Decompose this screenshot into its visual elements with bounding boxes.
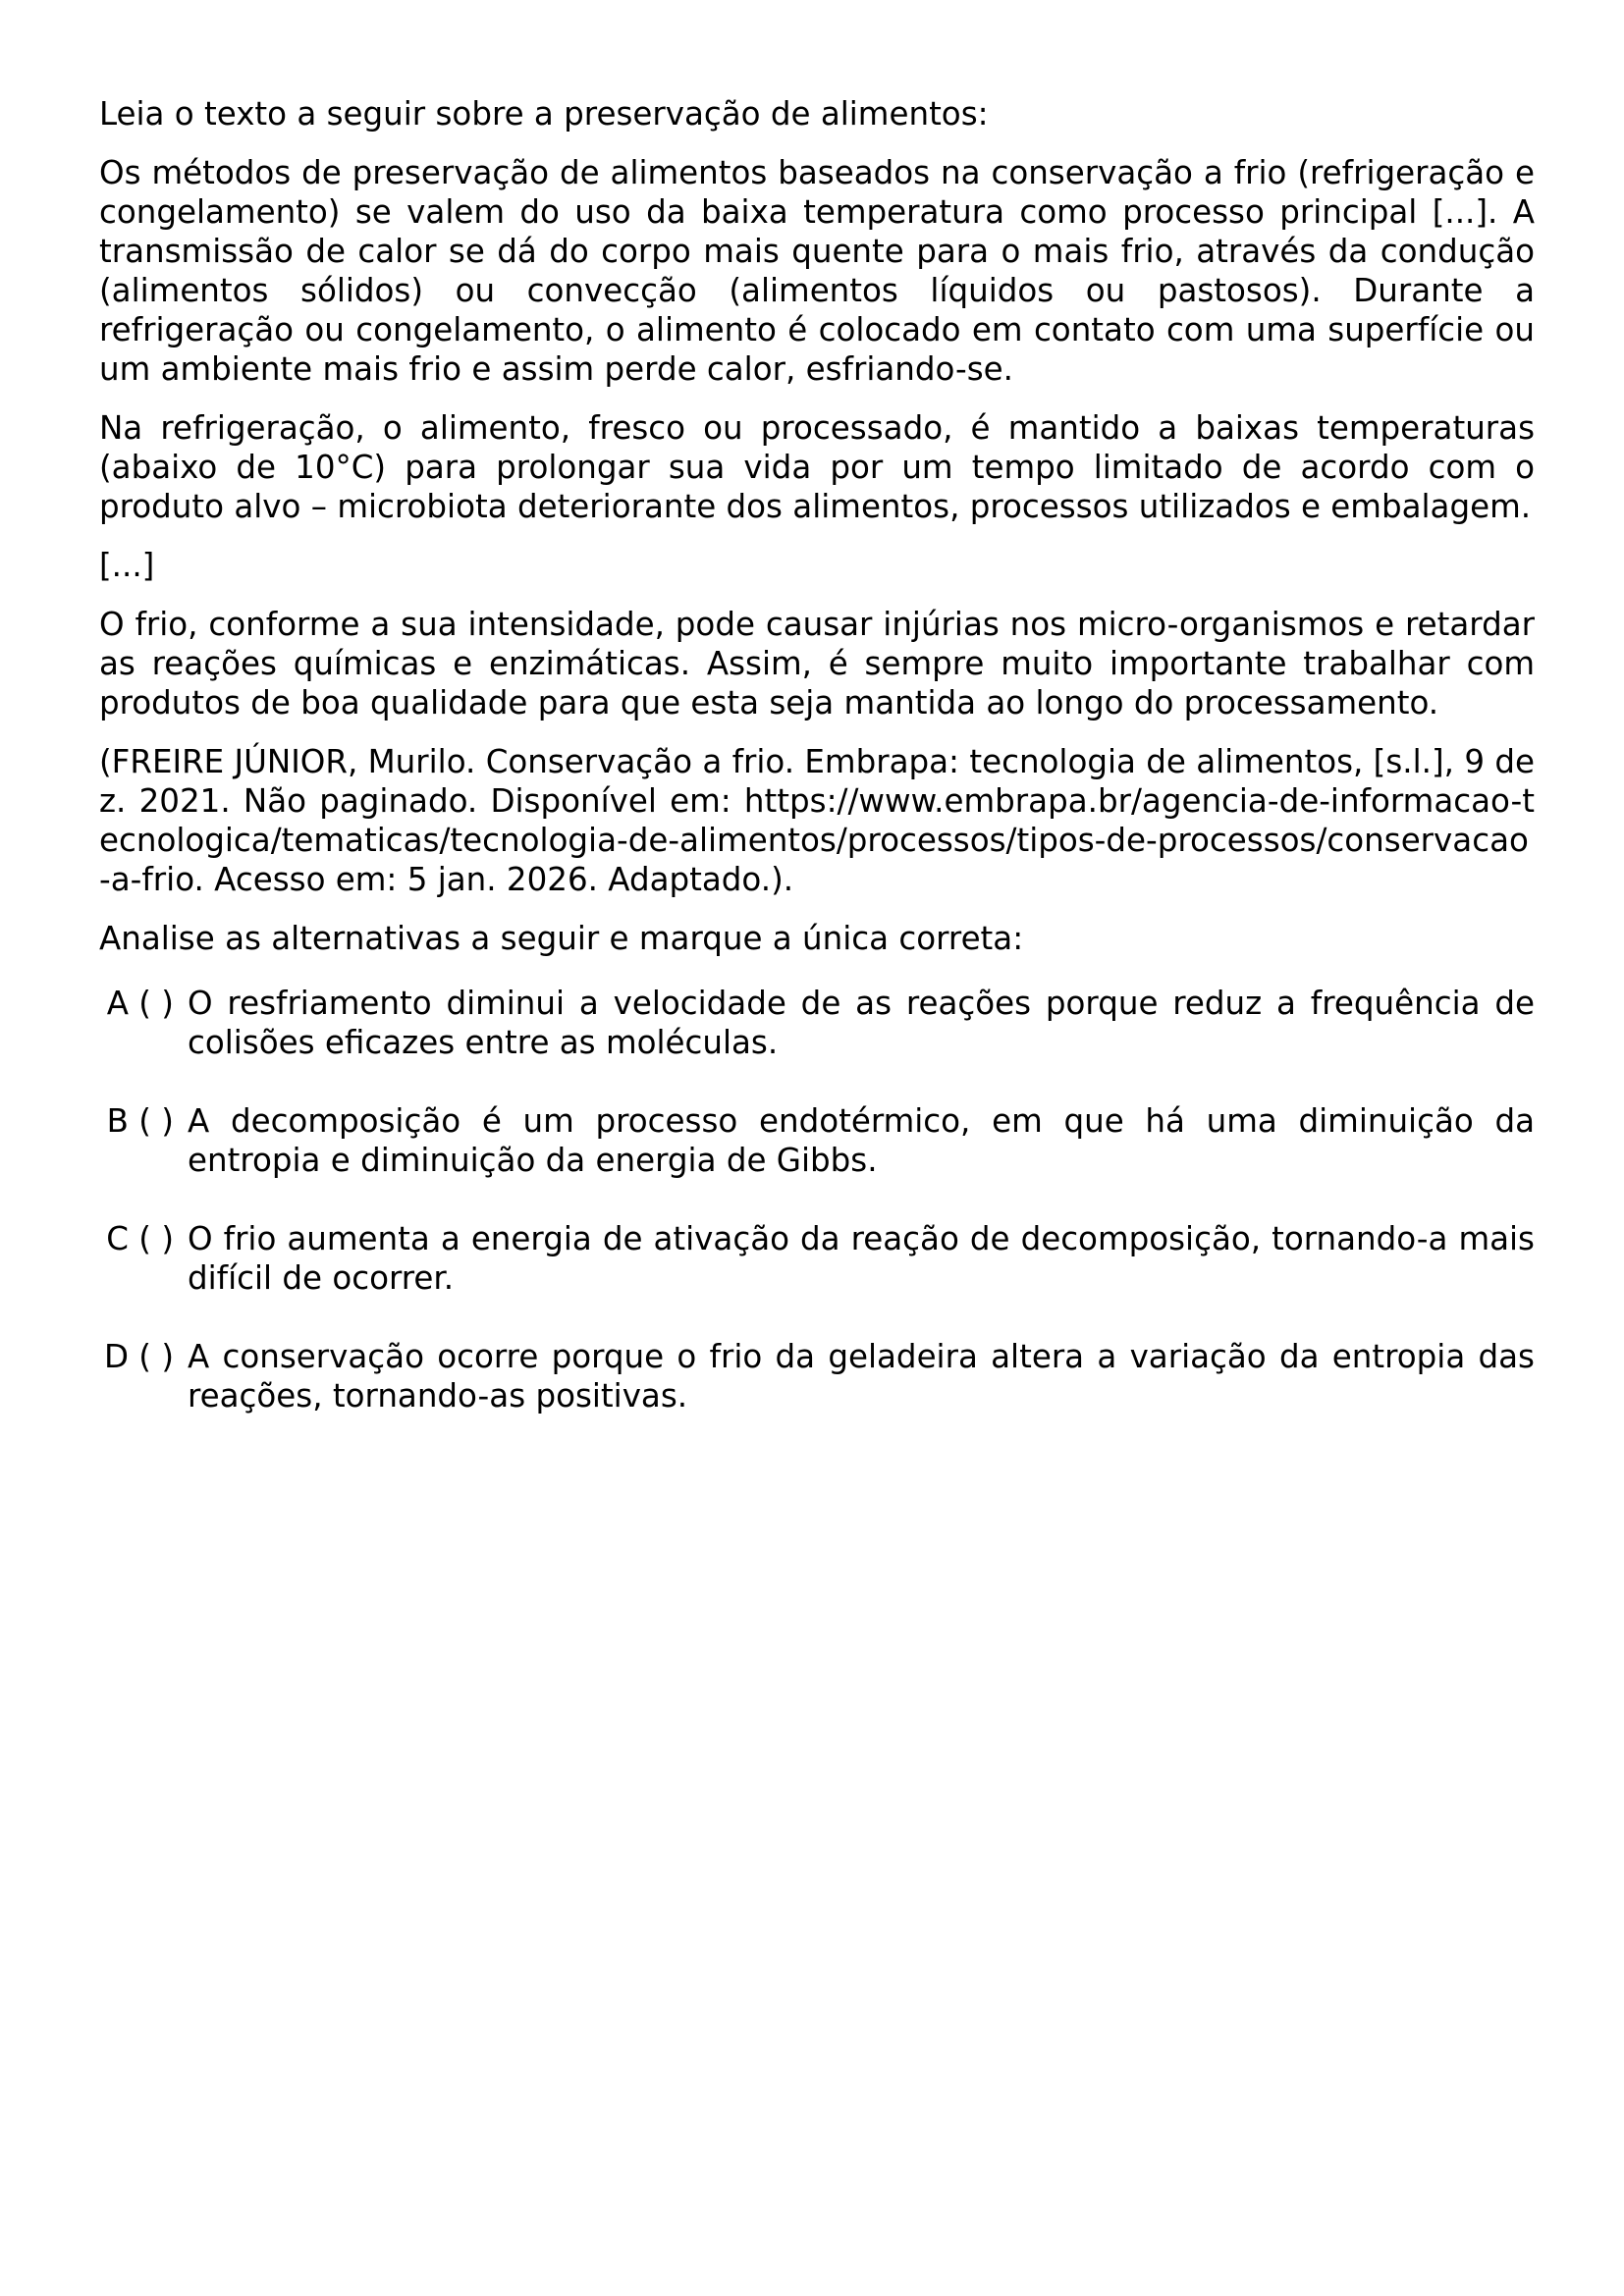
document-page <box>99 94 1535 1455</box>
option-d-text: A conservação ocorre porque o frio da geladeira altera a variação da entropia das reações, tornando-as positivas. <box>188 1338 1535 1415</box>
passage-paragraph-1: Os métodos de preservação de alimentos baseados na conservação a frio (refrigeração e congelamento) se valem do uso da baixa temperatura como processo principal [...]. A transmissão de calor se dá do corpo mais quente para o mais frio, através da condução (alimentos sólidos) ou convecção (alimentos líquidos ou pastosos). Durante a refrigeração ou congelamento, o alimento é colocado em contato com uma superfície ou um ambiente mais frio e assim perde calor, esfriando-se. <box>99 154 1535 388</box>
question-instruction: Analise as alternativas a seguir e marque a única correta: <box>99 920 1024 957</box>
citation-text: (FREIRE JÚNIOR, Murilo. Conservação a frio. Embrapa: tecnologia de alimentos, [s.l.], 9 dez. 2021. Não paginado. Disponível em: https://www.embrapa.br/agencia-de-informacao-tecnologica/tematicas/tecnologia-de-alimentos/processos/tipos-de-processos/conservacao-a-frio. Acesso em: 5 jan. 2026. Adaptado.). <box>99 743 1535 898</box>
answer-options <box>99 984 1535 1415</box>
option-c-marker[interactable]: C ( ) <box>106 1220 174 1257</box>
option-b[interactable] <box>99 1101 1535 1180</box>
passage-ellipsis: [...] <box>99 547 155 584</box>
passage-paragraph-2: Na refrigeração, o alimento, fresco ou processado, é mantido a baixas temperaturas (abaixo de 10°C) para prolongar sua vida por um tempo limitado de acordo com o produto alvo – microbiota deteriorante dos alimentos, processos utilizados e embalagem. <box>99 409 1535 525</box>
option-c[interactable] <box>99 1219 1535 1298</box>
option-a-marker[interactable]: A ( ) <box>106 985 174 1022</box>
option-d-marker[interactable]: D ( ) <box>103 1338 174 1375</box>
passage-paragraph-3: O frio, conforme a sua intensidade, pode causar injúrias nos micro-organismos e retardar as reações químicas e enzimáticas. Assim, é sempre muito importante trabalhar com produtos de boa qualidade para que esta seja mantida ao longo do processamento. <box>99 606 1535 721</box>
option-a[interactable] <box>99 984 1535 1062</box>
option-c-text: O frio aumenta a energia de ativação da reação de decomposição, tornando-a mais difícil de ocorrer. <box>188 1220 1535 1297</box>
intro-text: Leia o texto a seguir sobre a preservação de alimentos: <box>99 95 989 133</box>
option-b-marker[interactable]: B ( ) <box>106 1102 174 1140</box>
option-d[interactable] <box>99 1337 1535 1415</box>
option-a-text: O resfriamento diminui a velocidade de as reações porque reduz a frequência de colisões eficazes entre as moléculas. <box>188 985 1535 1061</box>
option-b-text: A decomposição é um processo endotérmico, em que há uma diminuição da entropia e diminuição da energia de Gibbs. <box>188 1102 1535 1179</box>
